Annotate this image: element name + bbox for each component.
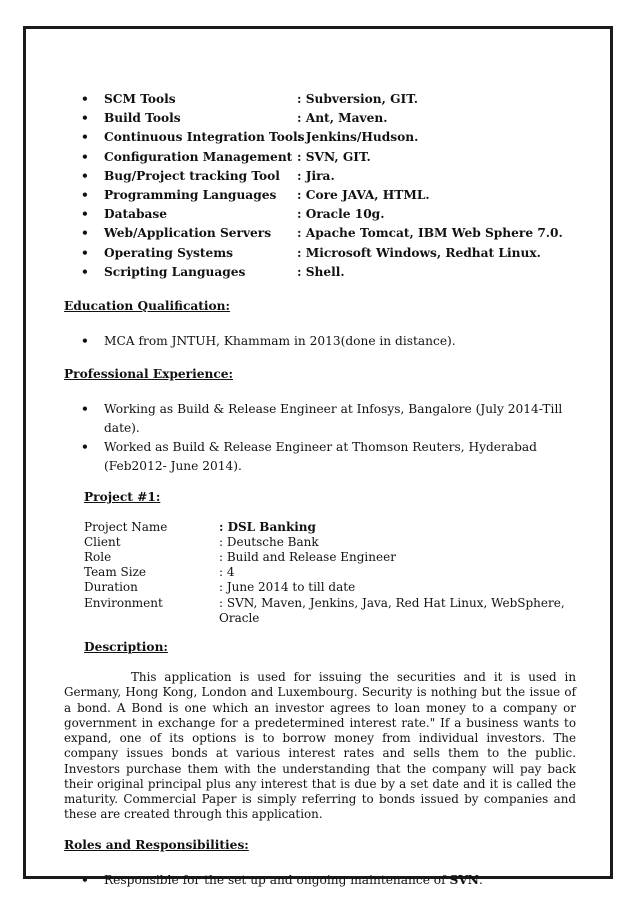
project-detail-key: Environment — [84, 595, 163, 610]
roles-item-suffix: . — [478, 872, 483, 887]
skill-value: : Ant, Maven. — [297, 111, 388, 126]
skill-label: Build Tools — [104, 111, 181, 126]
skill-item — [64, 167, 576, 186]
project-detail-value: : June 2014 to till date — [219, 580, 356, 595]
roles-item-text: Responsible for the set up and ongoing maintenance of — [104, 872, 450, 887]
skill-item — [64, 205, 576, 224]
project-detail-key: Team Size — [84, 565, 147, 580]
skill-item — [64, 128, 576, 147]
project-detail-value: : Build and Release Engineer — [219, 550, 396, 565]
skill-item — [64, 224, 576, 243]
skill-value: : Oracle 10g. — [297, 207, 385, 222]
skill-item — [64, 109, 576, 128]
description-heading: Description: — [84, 640, 168, 655]
skill-label: Configuration Management — [104, 149, 293, 164]
skill-value: : Apache Tomcat, IBM Web Sphere 7.0. — [297, 226, 563, 241]
project-detail-row — [84, 550, 576, 565]
technical-skills-list — [64, 90, 576, 282]
project-detail-key: Client — [84, 534, 121, 549]
project-details-table — [84, 520, 576, 626]
project-description-text: This application is used for issuing the securities and it is used in Germany, Hong Kong, London and Luxembourg. Security is nothing but the issue of a bond. A Bond is one which an investor agrees to loan money to a company or government in exchange for a predetermined interest rate." If a business wants to expand, one of its options is to borrow money from individual investors. The company issues bonds at various interest rates and sells them to the public. Investors purchase them with the understanding that the company will pay back their original principal plus any interest that is due by a set date and it is called the maturity. Commercial Paper is simply referring to bonds issued by companies and these are created through this application. — [64, 670, 576, 822]
skill-label: Web/Application Servers — [104, 226, 272, 241]
skill-item — [64, 263, 576, 282]
project-detail-row — [84, 535, 576, 550]
education-heading: Education Qualification: — [64, 299, 231, 314]
project-section — [64, 488, 576, 657]
roles-item — [64, 871, 576, 890]
project-detail-row — [84, 520, 576, 535]
skill-label: Continuous Integration Tools — [104, 130, 305, 145]
experience-item: • Worked as Build & Release Engineer at Thomson Reuters, Hyderabad (Feb2012- June 2014). — [64, 438, 576, 476]
project-description — [64, 670, 576, 822]
skill-item — [64, 244, 576, 263]
skill-value: : Shell. — [297, 264, 345, 279]
project-detail-row — [84, 565, 576, 580]
skill-label: Operating Systems — [104, 245, 233, 260]
project-detail-key: Duration — [84, 580, 138, 595]
skill-value: : Microsoft Windows, Redhat Linux. — [297, 245, 541, 260]
skill-value: : Jira. — [297, 168, 335, 183]
roles-item-emphasis: SVN — [449, 872, 479, 887]
skill-value: : SVN, GIT. — [297, 149, 371, 164]
skill-item — [64, 148, 576, 167]
project-detail-value: : SVN, Maven, Jenkins, Java, Red Hat Linux, WebSphere, Oracle — [219, 595, 565, 625]
skill-item — [64, 186, 576, 205]
experience-heading: Professional Experience: — [64, 367, 233, 382]
project-heading: Project #1: — [84, 490, 161, 505]
skill-label: Bug/Project tracking Tool — [104, 168, 280, 183]
skill-value: : Jenkins/Hudson. — [297, 130, 419, 145]
project-detail-key: Project Name — [84, 519, 168, 534]
skill-item — [64, 90, 576, 109]
resume-content — [64, 90, 576, 890]
skill-label: Database — [104, 207, 168, 222]
project-detail-value: : Deutsche Bank — [219, 534, 319, 549]
education-item: • MCA from JNTUH, Khammam in 2013(done in distance). — [64, 332, 576, 351]
project-detail-value: : 4 — [219, 565, 235, 580]
skill-value: : Subversion, GIT. — [297, 92, 418, 106]
skill-label: Scripting Languages — [104, 264, 246, 279]
experience-item: • Working as Build & Release Engineer at Infosys, Bangalore (July 2014-Till date). — [64, 400, 576, 438]
skill-label: SCM Tools — [104, 92, 176, 106]
project-detail-key: Role — [84, 550, 112, 565]
project-detail-row — [84, 580, 576, 595]
project-detail-value: : DSL Banking — [219, 519, 316, 534]
project-detail-row — [84, 596, 576, 626]
experience-list — [64, 400, 576, 477]
roles-heading: Roles and Responsibilities: — [64, 838, 249, 853]
roles-list — [64, 871, 576, 890]
skill-value: : Core JAVA, HTML. — [297, 188, 430, 203]
education-list — [64, 332, 576, 351]
skill-label: Programming Languages — [104, 188, 277, 203]
